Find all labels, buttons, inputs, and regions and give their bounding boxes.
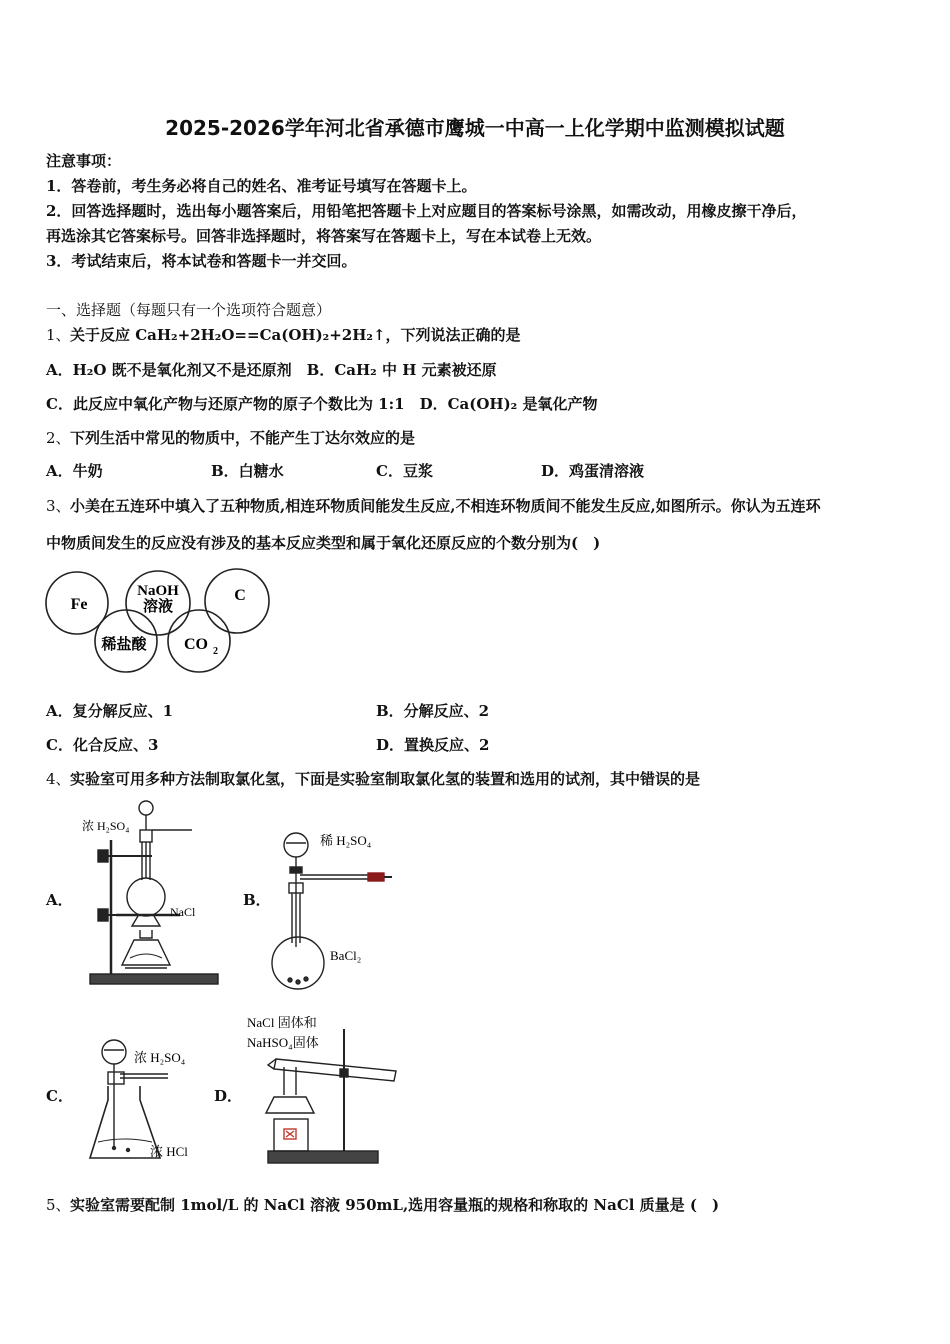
- q4-letter-b: B．: [243, 891, 271, 909]
- q5-stem: 实验室需要配制 1mol/L 的 NaCl 溶液 950mL,选用容量瓶的规格和称取的 NaCl 质量是 ( ): [70, 1196, 720, 1214]
- q2-option-d: D．鸡蛋清溶液: [541, 462, 645, 480]
- apparatus-d-label-1: NaCl 固体和: [247, 1015, 317, 1030]
- q2-option-a: A．牛奶: [46, 462, 103, 480]
- ring-label-naoh-solution: 溶液: [142, 599, 174, 615]
- five-rings-diagram: [44, 565, 274, 675]
- q3-option-b: B．分解反应、2: [376, 702, 490, 720]
- apparatus-a-label-salt: NaCl: [170, 905, 196, 919]
- apparatus-a: [80, 800, 225, 988]
- notice-item: 3．考试结束后，将本试卷和答题卡一并交回。: [46, 252, 357, 270]
- apparatus-d-label-2: NaHSO₄固体: [247, 1035, 319, 1050]
- q5-number: 5、: [46, 1196, 71, 1214]
- ring-label-hcl: 稀盐酸: [101, 637, 147, 653]
- q2-stem: 下列生活中常见的物质中，不能产生丁达尔效应的是: [70, 429, 416, 447]
- notice-item: 2．回答选择题时，选出每小题答案后，用铅笔把答题卡上对应题目的答案标号涂黑，如需改动，用橡皮擦干净后，: [46, 202, 807, 220]
- q3-option-d: D．置换反应、2: [376, 736, 490, 754]
- apparatus-b-label-salt: BaCl₂: [330, 948, 362, 963]
- q3-stem-2: 中物质间发生的反应没有涉及的基本反应类型和属于氧化还原反应的个数分别为( ): [46, 534, 601, 552]
- page-title: 2025-2026学年河北省承德市鹰城一中高一上化学期中监测模拟试题: [165, 116, 785, 140]
- apparatus-a-label-acid: 浓 H₂SO₄: [82, 819, 130, 833]
- q2-option-c: C．豆浆: [376, 462, 433, 480]
- q4-letter-c: C．: [46, 1087, 73, 1105]
- section-heading: 一、选择题（每题只有一个选项符合题意）: [46, 301, 332, 319]
- ring-label-co-subscript: 2: [213, 646, 218, 657]
- q4-number: 4、: [46, 770, 71, 788]
- apparatus-b: [266, 825, 406, 990]
- ring-label-naoh: NaOH: [137, 583, 179, 599]
- apparatus-c: [84, 1030, 214, 1170]
- q1-options-cd: C．此反应中氧化产物与还原产物的原子个数比为 1:1 D．Ca(OH)₂ 是氧化产物: [46, 395, 598, 413]
- apparatus-c-label-acid: 浓 H₂SO₄: [134, 1050, 186, 1065]
- apparatus-b-label-acid: 稀 H₂SO₄: [320, 833, 372, 848]
- ring-label-c: C: [234, 587, 246, 604]
- q4-stem: 实验室可用多种方法制取氯化氢，下面是实验室制取氯化氢的装置和选用的试剂，其中错误的是: [70, 770, 701, 788]
- q1-number: 1、: [46, 326, 71, 344]
- ring-label-co: CO: [184, 636, 208, 653]
- q4-letter-a: A．: [46, 891, 73, 909]
- q3-number: 3、: [46, 497, 71, 515]
- notice-heading: 注意事项：: [46, 152, 122, 170]
- q3-option-c: C．化合反应、3: [46, 736, 159, 754]
- apparatus-c-label-hcl: 浓 HCl: [150, 1144, 188, 1159]
- q3-option-a: A．复分解反应、1: [46, 702, 174, 720]
- q1-stem: 关于反应 CaH₂+2H₂O==Ca(OH)₂+2H₂↑，下列说法正确的是: [70, 326, 521, 344]
- q4-letter-d: D．: [214, 1087, 243, 1105]
- q3-stem-1: 小美在五连环中填入了五种物质,相连环物质间能发生反应,不相连环物质间不能发生反应,如图所示。你认为五连环: [70, 497, 821, 515]
- apparatus-d: [244, 1015, 409, 1170]
- ring-label-fe: Fe: [70, 596, 88, 613]
- q2-option-b: B．白糖水: [211, 462, 284, 480]
- notice-item: 再选涂其它答案标号。回答非选择题时，将答案写在答题卡上，写在本试卷上无效。: [46, 227, 602, 245]
- q2-number: 2、: [46, 429, 71, 447]
- notice-item: 1．答卷前，考生务必将自己的姓名、准考证号填写在答题卡上。: [46, 177, 477, 195]
- q1-options-ab: A．H₂O 既不是氧化剂又不是还原剂 B．CaH₂ 中 H 元素被还原: [46, 361, 497, 379]
